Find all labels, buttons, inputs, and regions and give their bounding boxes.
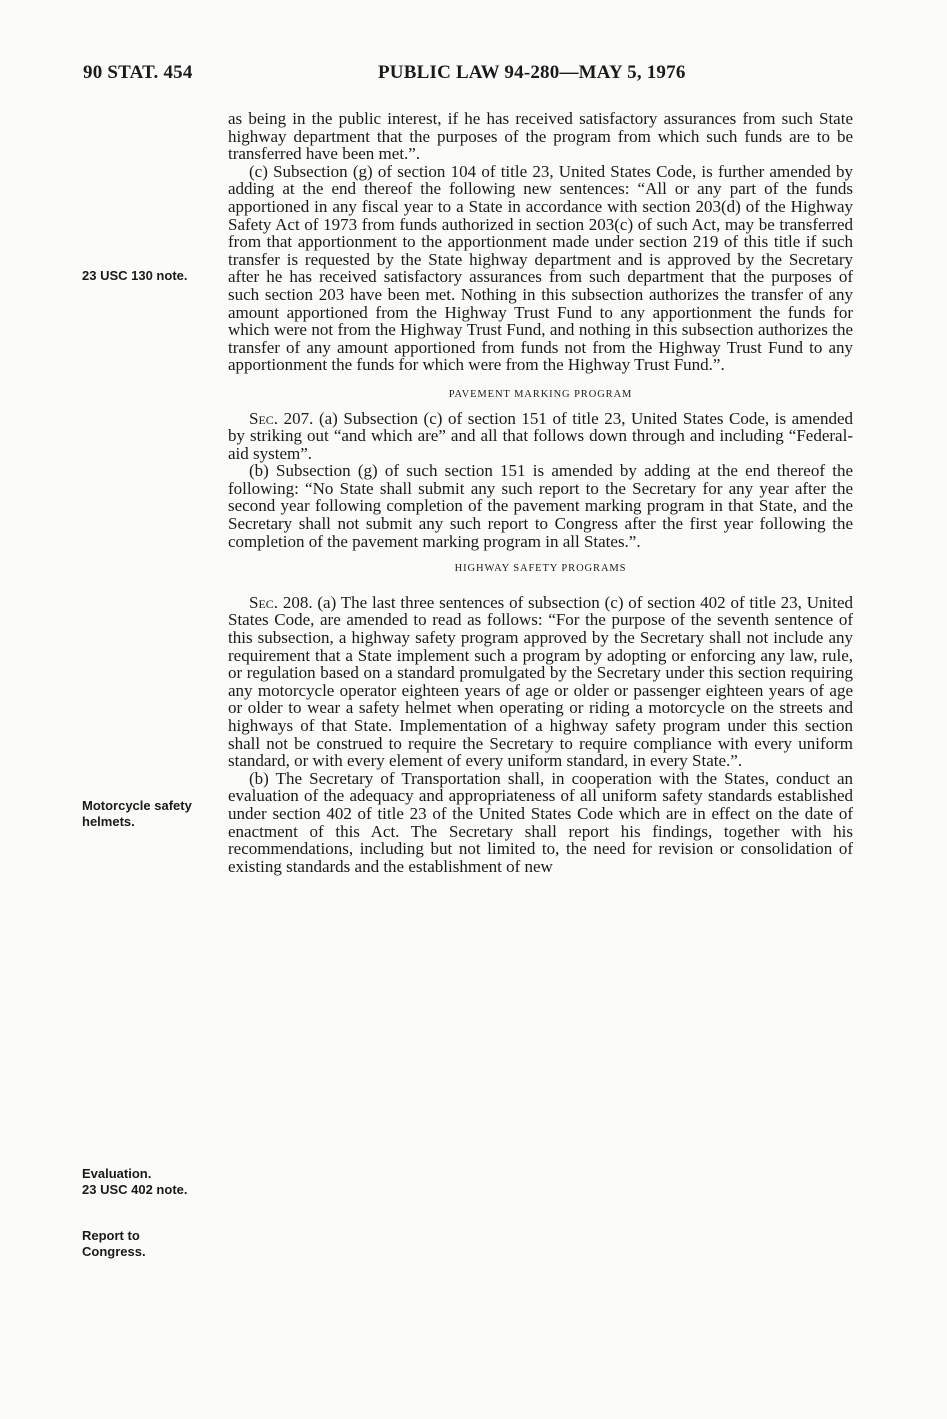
- paragraph-208a: Sec. 208. (a) The last three sentences of subsection (c) of section 402 of title 23, United States Code, are amended to read as follows: “For the purpose of the seventh sentence of this subsection, a highway safety program approved by the Secretary shall not include any requirement that a State implement such a program by adopting or enforcing any law, rule, or regulation based on a standard promulgated by the Secretary under this section requiring any motorcycle operator eighteen years of age or older or passenger eighteen years of age or older to wear a safety helmet when operating or riding a motorcycle on the streets and highways of that State. Implementation of a highway safety program under this section shall not be construed to require the Secretary to require compliance with every uniform standard, or with every element of every uniform standard, in every State.”.: [228, 592, 853, 771]
- paragraph-207a: Sec. 207. (a) Subsection (c) of section 151 of title 23, United States Code, is amended by striking out “and which are” and all that follows down through and including “Federal-aid system”.: [228, 408, 854, 463]
- section-label: Sec.: [249, 408, 279, 428]
- page-title: PUBLIC LAW 94-280—MAY 5, 1976: [378, 62, 686, 83]
- paragraph-207b: (b) Subsection (g) of such section 151 is amended by adding at the end thereof the following: “No State shall submit any such report to the Secretary for any year after the second year following completion of the pavement marking program in that State, and the Secretary shall not submit any such report to Congress after the first year following the completion of the pavement marking program in all States.”.: [228, 461, 853, 551]
- paragraph-206c: (c) Subsection (g) of section 104 of title 23, United States Code, is further amended by adding at the end thereof the following new sentences: “All or any part of the funds apportioned in any fiscal year to a State in accordance with section 203(d) of the Highway Safety Act of 1973 from funds authorized in section 203(c) of such Act, may be transferred from that apportionment to the apportionment made under section 219 of this title if such transfer is requested by the State highway department and is approved by the Secretary after he has received satisfactory assurances from such department that the purposes of such section 203 have been met. Nothing in this subsection authorizes the transfer of any amount apportioned from the Highway Trust Fund to any apportionment the funds for which were not from the Highway Trust Fund, and nothing in this subsection authorizes the transfer of any amount apportioned from funds not from the Highway Trust Fund to any apportionment the funds for which were from the Highway Trust Fund.”.: [228, 161, 853, 375]
- body-text: [228, 110, 853, 875]
- section-label: Sec.: [249, 592, 279, 612]
- paragraph-continuation: as being in the public interest, if he has received satisfactory assurances from such State highway department that the purposes of the program from which such funds are to be transferred have been met.”.: [228, 109, 853, 164]
- margin-note-motorcycle-helmets: Motorcycle safety helmets.: [82, 798, 192, 829]
- section-heading-pavement: PAVEMENT MARKING PROGRAM: [448, 388, 633, 400]
- margin-note-23usc130: 23 USC 130 note.: [82, 268, 188, 283]
- section-heading-highway-safety: HIGHWAY SAFETY PROGRAMS: [454, 563, 627, 575]
- paragraph-208b: (b) The Secretary of Transportation shall, in cooperation with the States, conduct an evaluation of the adequacy and appropriateness of all uniform safety standards established under section 402 of title 23 of the United States Code which are in effect on the date of enactment of this Act. The Secretary shall report his findings, together with his recommendations, including but not limited to, the need for revision or consolidation of existing standards and the establishment of new: [228, 768, 853, 876]
- margin-note-report-to-congress: Report to Congress.: [82, 1228, 146, 1259]
- margin-note-evaluation: Evaluation. 23 USC 402 note.: [82, 1166, 188, 1197]
- stat-reference: 90 STAT. 454: [83, 62, 193, 83]
